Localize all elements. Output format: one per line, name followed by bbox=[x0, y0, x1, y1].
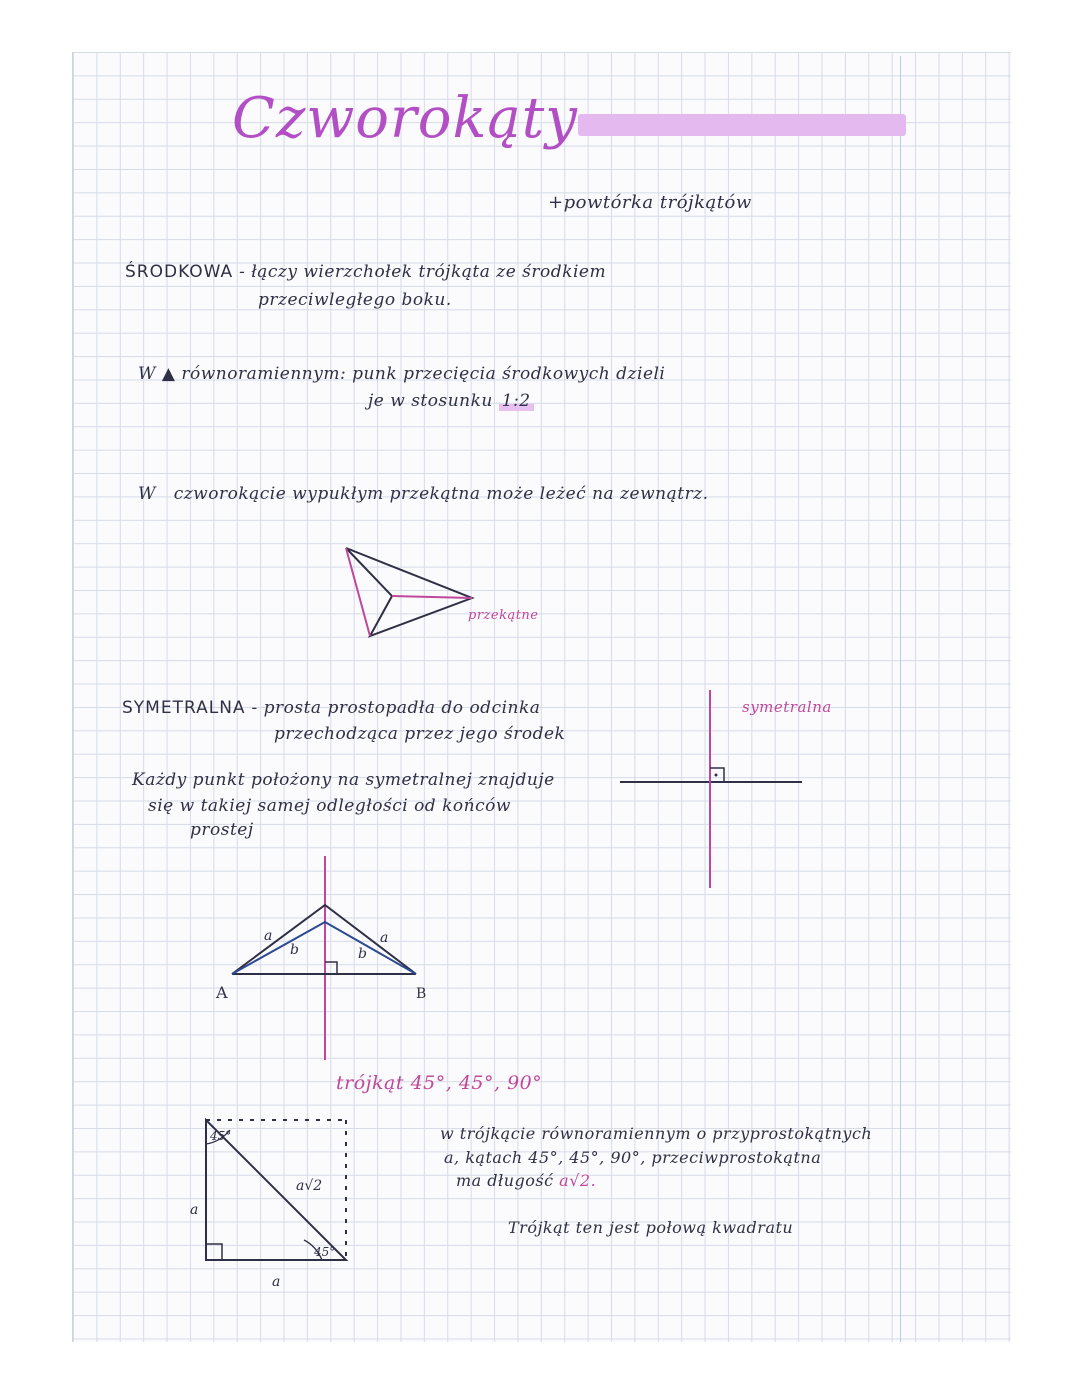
label-B: B bbox=[416, 986, 427, 1002]
special-desc-line3-value: a√2. bbox=[559, 1171, 597, 1190]
equilateral-line2: je w stosunku bbox=[368, 391, 493, 411]
title-highlight-bar bbox=[578, 114, 906, 136]
special-triangle-heading: trójkąt 45°, 45°, 90° bbox=[336, 1072, 543, 1094]
concave-text: czworokącie wypukłym przekątna może leżeć na zewnątrz. bbox=[173, 484, 709, 504]
median-definition bbox=[125, 262, 606, 282]
right-angle-dot bbox=[715, 774, 718, 777]
concave-note bbox=[138, 484, 709, 504]
angle-bottom-label: 45° bbox=[314, 1245, 336, 1259]
equilateral-prefix: W bbox=[138, 364, 156, 384]
special-desc-line3-prefix: ma długość bbox=[456, 1171, 554, 1190]
concave-prefix: W bbox=[138, 484, 156, 504]
label-b-left: b bbox=[290, 942, 299, 958]
special-note: Trójkąt ten jest połową kwadratu bbox=[508, 1218, 794, 1237]
bisector-def-line2: przechodząca przez jego środek bbox=[274, 724, 566, 744]
equilateral-note bbox=[138, 364, 665, 384]
ratio-value: 1:2 bbox=[499, 391, 534, 411]
label-a-right: a bbox=[380, 930, 389, 946]
equidistant-line1: Każdy punkt położony na symetralnej znajduje bbox=[132, 770, 555, 790]
bisector-label: symetralna bbox=[742, 698, 832, 716]
median-term: ŚRODKOWA bbox=[125, 262, 234, 282]
margin-line bbox=[900, 56, 901, 1342]
label-b-right: b bbox=[358, 946, 367, 962]
label-a-left: a bbox=[264, 928, 273, 944]
angle-top-label: 45° bbox=[210, 1129, 232, 1143]
bisector-def-line1: - prosta prostopadła do odcinka bbox=[251, 698, 541, 718]
special-desc-line3 bbox=[456, 1171, 596, 1190]
label-A: A bbox=[216, 983, 228, 1002]
hypotenuse-label: a√2 bbox=[296, 1178, 323, 1194]
isosceles-bisector-diagram bbox=[210, 850, 440, 1065]
diagonals-label: przekątne bbox=[468, 608, 539, 623]
equilateral-line2-row bbox=[368, 391, 534, 411]
right-angle-mark bbox=[325, 962, 337, 974]
special-desc-line1: w trójkącie równoramiennym o przyprostokątnych bbox=[440, 1124, 873, 1143]
concave-quadrilateral-diagram bbox=[330, 536, 570, 646]
median-def-line1: - łączy wierzchołek trójkąta ze środkiem bbox=[239, 262, 607, 282]
right-triangle-diagram bbox=[180, 1110, 380, 1300]
page-title: Czworokąty bbox=[232, 86, 578, 151]
bisector-term: SYMETRALNA bbox=[122, 698, 246, 718]
special-desc-line2: a, kątach 45°, 45°, 90°, przeciwprostokątna bbox=[444, 1148, 822, 1167]
median-def-line2: przeciwległego boku. bbox=[258, 290, 452, 310]
triangle-symbol: ▲ bbox=[161, 364, 176, 384]
equidistant-line2: się w takiej samej odległości od końców bbox=[148, 796, 511, 816]
side-left-label: a bbox=[190, 1202, 199, 1218]
diagonal-2 bbox=[392, 596, 472, 598]
subtitle: +powtórka trójkątów bbox=[548, 192, 752, 213]
equilateral-line1: równoramiennym: punk przecięcia środkowych dzieli bbox=[181, 364, 666, 384]
bisector-definition bbox=[122, 698, 540, 718]
quadrilateral-outline bbox=[346, 548, 472, 636]
right-angle-mark bbox=[206, 1244, 222, 1260]
bisector-diagram bbox=[616, 688, 816, 898]
equidistant-line3: prostej bbox=[190, 820, 254, 840]
side-bottom-label: a bbox=[272, 1274, 281, 1290]
